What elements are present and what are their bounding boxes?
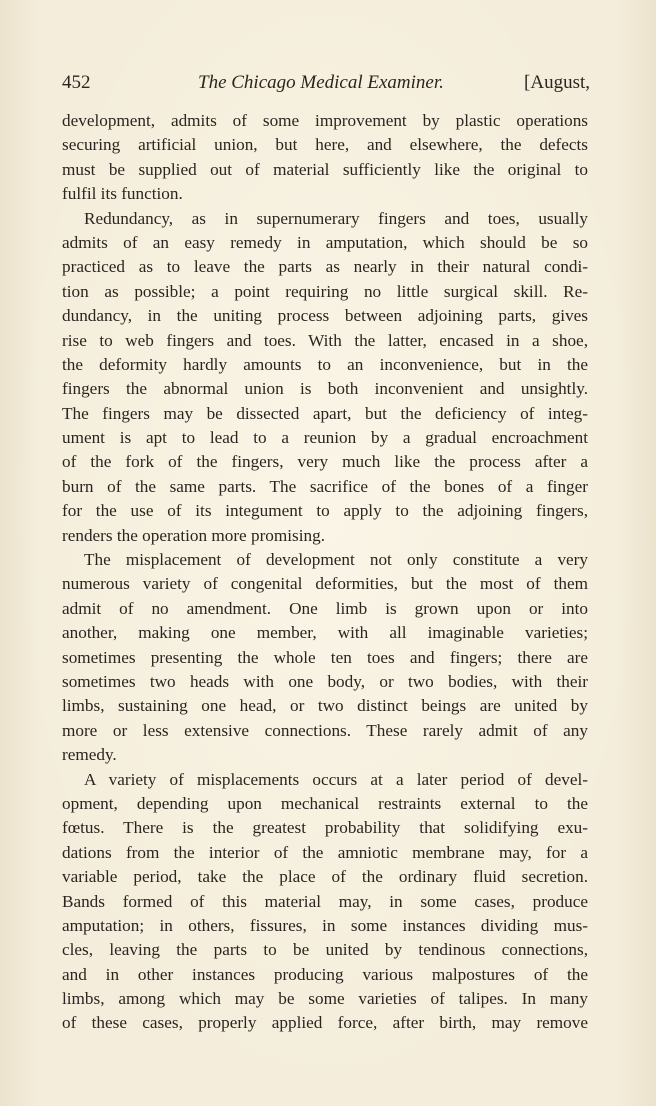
running-header xyxy=(62,72,590,98)
text-line: development, admits of some improvement by plastic operations xyxy=(62,111,588,130)
text-line: more or less extensive connections. These rarely admit of any xyxy=(62,720,588,740)
text-line: dundancy, in the uniting process between adjoining parts, gives xyxy=(62,306,588,326)
text-line: rise to web fingers and toes. With the latter, encased in a shoe, xyxy=(62,330,588,350)
text-line: variable period, take the place of the ordinary fluid secretion. xyxy=(62,867,588,887)
text-line: numerous variety of congenital deformities, but the most of them xyxy=(62,574,588,594)
text-line: sometimes presenting the whole ten toes and fingers; there are xyxy=(62,647,588,667)
text-line: dations from the interior of the amniotic membrane may, for a xyxy=(62,842,588,862)
text-line: opment, depending upon mechanical restraints external to the xyxy=(62,793,588,813)
text-line: sometimes two heads with one body, or two bodies, with their xyxy=(62,671,588,691)
text-line: remedy. xyxy=(62,745,117,765)
text-line: must be supplied out of material sufficiently like the original to xyxy=(62,159,588,179)
text-line: tion as possible; a point requiring no little surgical skill. Re- xyxy=(62,281,588,301)
text-line: and in other instances producing various malpostures of the xyxy=(62,964,588,984)
text-line: renders the operation more promising. xyxy=(62,525,325,545)
text-line: ument is apt to lead to a reunion by a gradual encroachment xyxy=(62,428,588,448)
text-line: The fingers may be dissected apart, but the deficiency of integ- xyxy=(62,403,588,423)
text-line: amputation; in others, fissures, in some instances dividing mus- xyxy=(62,915,588,935)
journal-title: The Chicago Medical Examiner. xyxy=(198,72,444,93)
text-line: fœtus. There is the greatest probability that solidifying exu- xyxy=(62,818,588,838)
text-line: cles, leaving the parts to be united by tendinous connections, xyxy=(62,940,588,960)
text-line: Bands formed of this material may, in some cases, produce xyxy=(62,891,588,911)
text-line: limbs, among which may be some varieties of talipes. In many xyxy=(62,989,588,1009)
text-line: for the use of its integument to apply to the adjoining fingers, xyxy=(62,501,588,521)
text-line: The misplacement of development not only constitute a very xyxy=(84,550,588,570)
text-line: A variety of misplacements occurs at a later period of devel- xyxy=(84,769,588,789)
text-line: securing artificial union, but here, and elsewhere, the defects xyxy=(62,135,588,155)
text-line: fingers the abnormal union is both inconvenient and unsightly. xyxy=(62,379,588,399)
text-line: burn of the same parts. The sacrifice of the bones of a finger xyxy=(62,476,588,496)
text-line: admit of no amendment. One limb is grown upon or into xyxy=(62,598,588,618)
page-number: 452 xyxy=(62,72,91,93)
text-line: limbs, sustaining one head, or two distinct beings are united by xyxy=(62,696,588,716)
text-line: of these cases, properly applied force, after birth, may remove xyxy=(62,1013,588,1033)
issue-month: [August, xyxy=(524,72,590,93)
body-text xyxy=(62,109,588,1036)
text-line: Redundancy, as in supernumerary fingers and toes, usually xyxy=(84,208,588,228)
text-line: fulfil its function. xyxy=(62,184,183,204)
text-line: another, making one member, with all imaginable varieties; xyxy=(62,623,588,643)
text-line: the deformity hardly amounts to an inconvenience, but in the xyxy=(62,354,588,374)
text-line: of the fork of the fingers, very much like the process after a xyxy=(62,452,588,472)
text-line: practiced as to leave the parts as nearly in their natural condi- xyxy=(62,257,588,277)
text-line: admits of an easy remedy in amputation, which should be so xyxy=(62,232,588,252)
